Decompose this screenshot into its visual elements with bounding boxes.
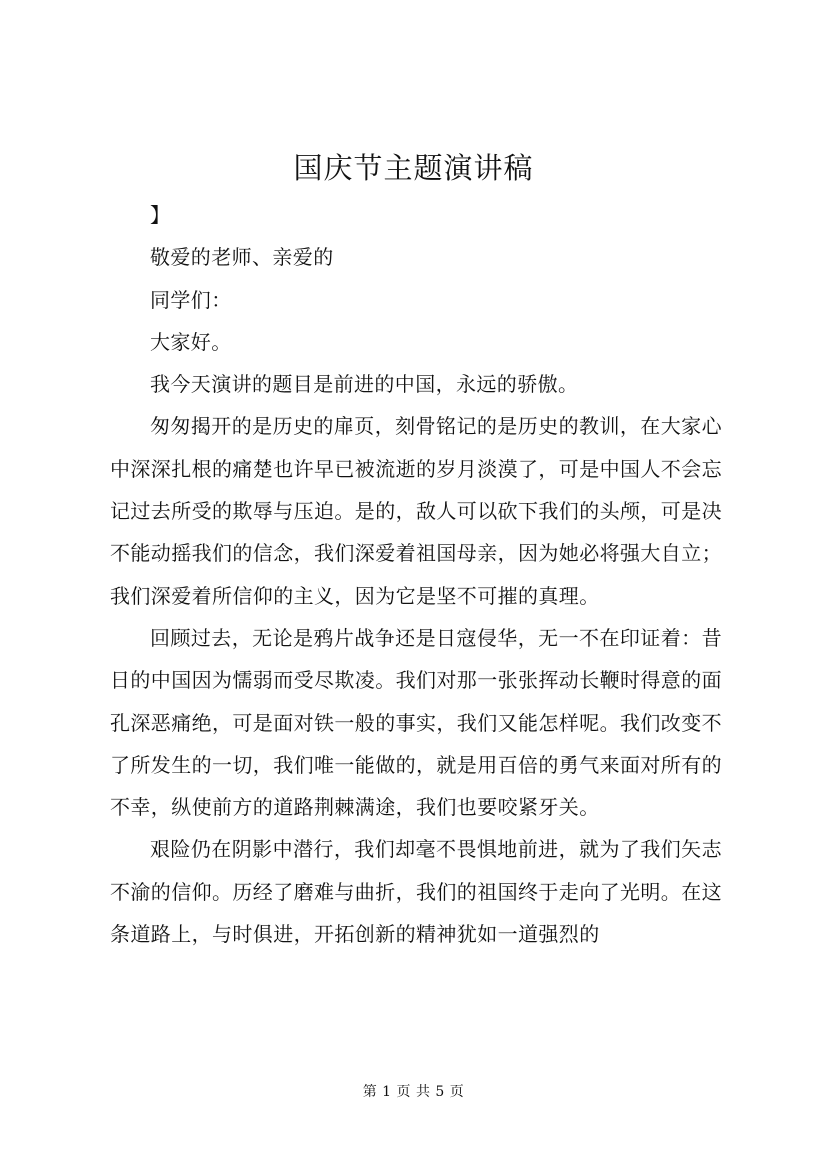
paragraph: 回顾过去，无论是鸦片战争还是日寇侵华，无一不在印证着：昔日的中国因为懦弱而受尽欺凌。我们对那一张张挥动长鞭时得意的面孔深恶痛绝，可是面对铁一般的事实，我们又能怎样呢。我们改变不了所发生的一切，我们唯一能做的，就是用百倍的勇气来面对所有的不幸，纵使前方的道路荆棘满途，我们也要咬紧牙关。: [110, 625, 722, 820]
page-footer: 第 1 页 共 5 页: [362, 1084, 465, 1100]
paragraph: 敬爱的老师、亲爱的: [150, 245, 334, 270]
document-title: 国庆节主题演讲稿: [293, 151, 534, 185]
paragraph: 艰险仍在阴影中潜行，我们却毫不畏惧地前进，就为了我们矢志不渝的信仰。历经了磨难与曲折，我们的祖国终于走向了光明。在这条道路上，与时俱进，开拓创新的精神犹如一道强烈的: [110, 837, 722, 947]
paragraph: 同学们：: [150, 287, 232, 312]
paragraph: 】: [150, 203, 171, 227]
paragraph: 大家好。: [150, 329, 232, 354]
paragraph: 匆匆揭开的是历史的扉页，刻骨铭记的是历史的教训，在大家心中深深扎根的痛楚也许早已被流逝的岁月淡漠了，可是中国人不会忘记过去所受的欺辱与压迫。是的，敌人可以砍下我们的头颅，可是决不能动摇我们的信念，我们深爱着祖国母亲，因为她必将强大自立；我们深爱着所信仰的主义，因为它是坚不可摧的真理。: [110, 414, 722, 608]
document-body: [110, 194, 722, 955]
paragraph: 我今天演讲的题目是前进的中国，永远的骄傲。: [150, 372, 579, 397]
